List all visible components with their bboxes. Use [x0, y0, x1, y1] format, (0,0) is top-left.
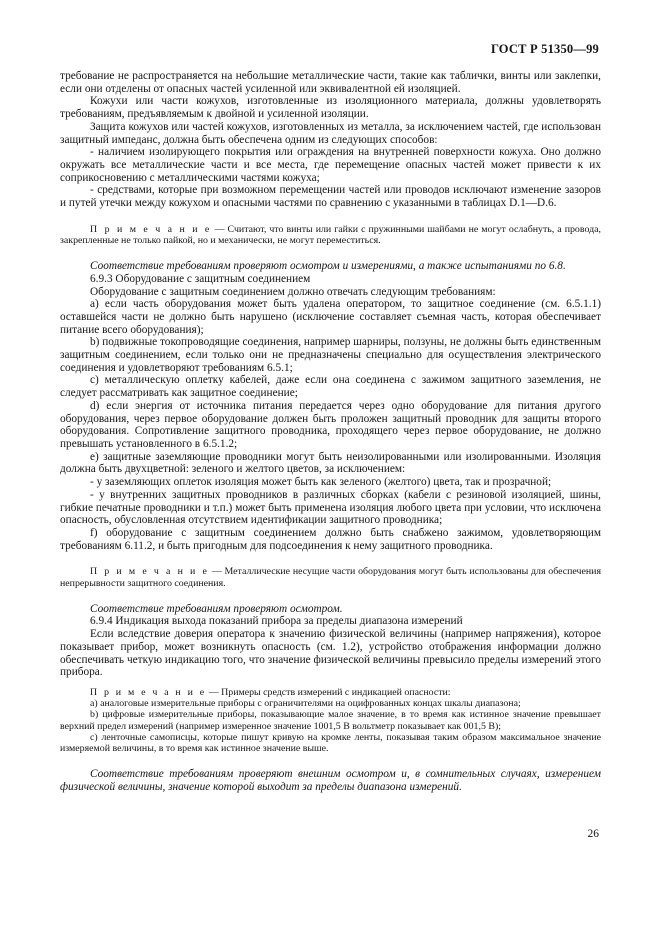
note-block [60, 224, 601, 246]
paragraph: Оборудование с защитным соединением должно отвечать следующим требованиям: [90, 285, 496, 298]
note-block [60, 566, 601, 588]
list-item: а) если часть оборудования может быть удалена оператором, то защитное соединение (см. 6.5.1.1) оставшейся части не должно быть нарушено (исключение составляет съемная часть, которая обеспечивает питание всего оборудования); [60, 298, 601, 336]
paragraph: Кожухи или части кожухов, изготовленные из изоляционного материала, должны удовлетворять требованиям, предъявляемым к двойной и усиленной изоляции. [60, 95, 601, 121]
compliance-check: Соответствие требованиям проверяют осмотром. [90, 602, 343, 615]
note-label: П р и м е ч а н и е [90, 686, 207, 698]
list-item: е) защитные заземляющие проводники могут быть неизолированными или изолированными. Изоляция должна быть двухцветной: зеленого и желтого цветов, за исключением: [60, 450, 601, 476]
page-number: 26 [587, 828, 599, 840]
section-heading: 6.9.4 Индикация выхода показаний прибора за пределы диапазона измерений [90, 615, 463, 628]
note-list-item: b) цифровые измерительные приборы, показывающие малое значение, в то время как истинное значение превышает верхний предел измерений (например измеренное значение 1001,5 В вольтметр показывает как 001,5 В); [60, 709, 601, 732]
section-heading: 6.9.3 Оборудование с защитным соединением [90, 272, 311, 285]
list-item: - у внутренних защитных проводников в различных сборках (кабели с резиновой изоляцией, шины, гибкие печатные проводники и т.п.) может быть применена изоляция любого цвета при условии, что исключена опасность, обусловленная отсутствием идентификации защитного проводника; [60, 488, 601, 527]
paragraph: требование не распространяется на небольшие металлические части, такие как таблички, винты или заклепки, если они отделены от опасных частей усиленной или эквивалентной ей изоляцией. [60, 70, 601, 95]
paragraph: Если вследствие доверия оператора к значению физической величины (например напряжения), которое показывает прибор, может возникнуть опасность (см. 1.2), устройство отображения информации должно обеспечивать четкую индикацию того, что значение физической величины превысило пределы измерений этого прибора. [60, 628, 601, 679]
list-item: с) металлическую оплетку кабелей, даже если она соединена с зажимом защитного заземления, не следует рассматривать как защитное соединение; [60, 374, 601, 400]
document-body [60, 70, 601, 794]
compliance-check: Соответствие требованиям проверяют осмотром и измерениями, а также испытаниями по 6.8. [90, 260, 566, 273]
list-item: d) если энергия от источника питания передается через одно оборудование для питания другого оборудования, через первое оборудование должен быть проложен защитный проводник для защиты второго оборудования. Сопротивление защитного проводника, проходящего через первое оборудование, не должно превышать установленного в 6.5.1.2; [60, 399, 601, 450]
note-label: П р и м е ч а н и е [90, 566, 210, 578]
note-text: — Считают, что винты или гайки с пружинными шайбами не могут ослабнуть, а провода, закрепленные не только пайкой, но и механически, не могут переместиться. [60, 223, 601, 246]
note-list-item: с) ленточные самописцы, которые пишут кривую на кромке ленты, показывая таким образом максимальное значение измеряемой величины, в то время как истинное значение выше. [60, 731, 601, 754]
paragraph: - средствами, которые при возможном перемещении частей или проводов исключают изменение зазоров и путей утечки между кожухом и опасными частями по сравнению с указанными в таблицах D.1—D.6. [60, 184, 601, 210]
list-item: f) оборудование с защитным соединением должно быть снабжено зажимом, удовлетворяющим требованиям 6.11.2, и быть пригодным для подсоединения к нему защитного проводника. [60, 526, 601, 552]
paragraph: - наличием изолирующего покрытия или ограждения на внутренней поверхности кожуха. Оно должно окружать все металлические части и все места, где перемещение опасных частей может привести к их соприкосновению с металлическими частями кожуха; [60, 146, 601, 184]
note-block [60, 687, 601, 698]
list-item: b) подвижные токопроводящие соединения, например шарниры, ползуны, не должны быть единственным защитным соединением, если только они не предназначены специально для осуществления электрического соединения и удовлетворяют требованиям 6.5.1; [60, 336, 601, 374]
note-text: — Металлические несущие части оборудования могут быть использованы для обеспечения непрерывности защитного соединения. [60, 566, 601, 589]
list-item: - у заземляющих оплеток изоляция может быть как зеленого (желтого) цвета, так и прозрачной; [90, 476, 552, 489]
paragraph: Защита кожухов или частей кожухов, изготовленных из металла, за исключением частей, где использован защитный импеданс, должна быть обеспечена одним из следующих способов: [60, 120, 601, 146]
document-id-header: ГОСТ Р 51350—99 [490, 42, 599, 56]
note-text: — Примеры средств измерений с индикацией опасности: [208, 686, 451, 698]
note-label: П р и м е ч а н и е [90, 223, 212, 235]
note-list-item: а) аналоговые измерительные приборы с ограничителями на оцифрованных концах шкалы диапазона; [90, 698, 521, 710]
compliance-check: Соответствие требованиям проверяют внешним осмотром и, в сомнительных случаях, измерением физической величины, значение которой выходит за пределы диапазона измерений. [60, 768, 601, 793]
